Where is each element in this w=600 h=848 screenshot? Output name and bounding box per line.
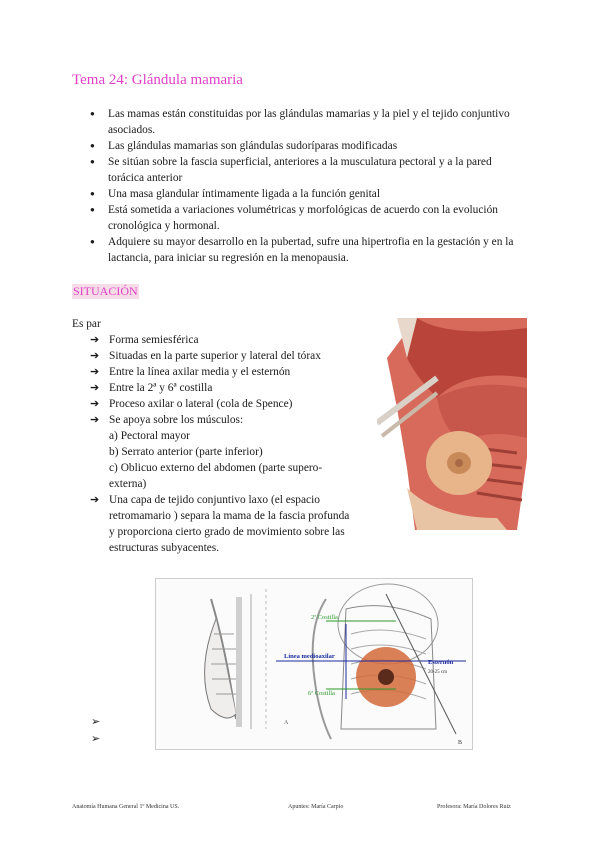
intro-item: ● Adquiere su mayor desarrollo en la pubertad, sufre una hipertrofia en la gestación y en la lactancia, para iniciar su regresión en la menopausia. [88,234,528,266]
footer-left: Anatomía Humana General 1º Medicina US. [72,804,180,810]
intro-item: ● Una masa glandular íntimamente ligada a la función genital [88,186,528,202]
label-medida: 20-25 cm [428,670,448,675]
situacion-item: ➔ Se apoya sobre los músculos: [90,412,350,428]
situacion-list [90,332,350,556]
intro-item: ● Las mamas están constituidas por las glándulas mamarias y la piel y el tejido conjuntivo asociados. [88,106,528,138]
intro-item: ● Se sitúan sobre la fascia superficial, anteriores a la musculatura pectoral y a la pared torácica anterior [88,154,528,186]
label-esternon: Esternón [428,659,454,666]
anatomy-illustration [377,318,527,530]
muscle-item: b) Serrato anterior (parte inferior) [109,446,263,458]
situacion-item: ➔ Situadas en la parte superior y lateral del tórax [90,348,350,364]
situacion-item: ➔ Entre la 2ª y 6ª costilla [90,380,350,396]
diagram-letter-b: B [458,740,463,746]
intro-item: ● Está sometida a variaciones volumétricas y morfológicas de acuerdo con la evolución cronológica y hormonal. [88,202,528,234]
situacion-item: ➔ Una capa de tejido conjuntivo laxo (el espacio retromamario ) separa la mama de la fascia profunda y proporciona cierto grado de movimiento sobre las estructuras subyacentes. [90,492,350,556]
muscle-item: a) Pectoral mayor [109,430,190,442]
diagram-letter-a: A [284,720,289,726]
empty-arrow-bullet: ➢ [91,716,101,728]
footer-center: Apuntes: María Carpio [288,804,344,810]
situacion-item: ➔ Entre la línea axilar media y el esternón [90,364,350,380]
muscles-container [90,428,350,492]
situacion-item: ➔ Forma semiesférica [90,332,350,348]
muscles-list [90,428,350,492]
breast-location-diagram [155,578,473,750]
diagram-drawing [156,579,472,749]
label-6-costilla: 6ª Costilla [308,690,335,697]
footer-right: Profesora: María Dolores Ruiz [437,804,511,810]
label-2-costilla: 2ª Costilla [311,614,338,621]
empty-arrow-bullet: ➢ [91,733,101,745]
intro-list [88,106,528,266]
muscle-item: c) Oblicuo externo del abdomen (parte supero-externa) [109,462,323,490]
situacion-item: ➔ Proceso axilar o lateral (cola de Spence) [90,396,350,412]
intro-item: ● Las glándulas mamarias son glándulas sudoríparas modificadas [88,138,528,154]
page-title: Tema 24: Glándula mamaria [72,72,243,88]
section-heading: SITUACIÓN [73,284,138,298]
es-par-text: Es par [72,318,101,330]
label-linea-medioaxilar: Línea medioaxilar [284,653,335,660]
